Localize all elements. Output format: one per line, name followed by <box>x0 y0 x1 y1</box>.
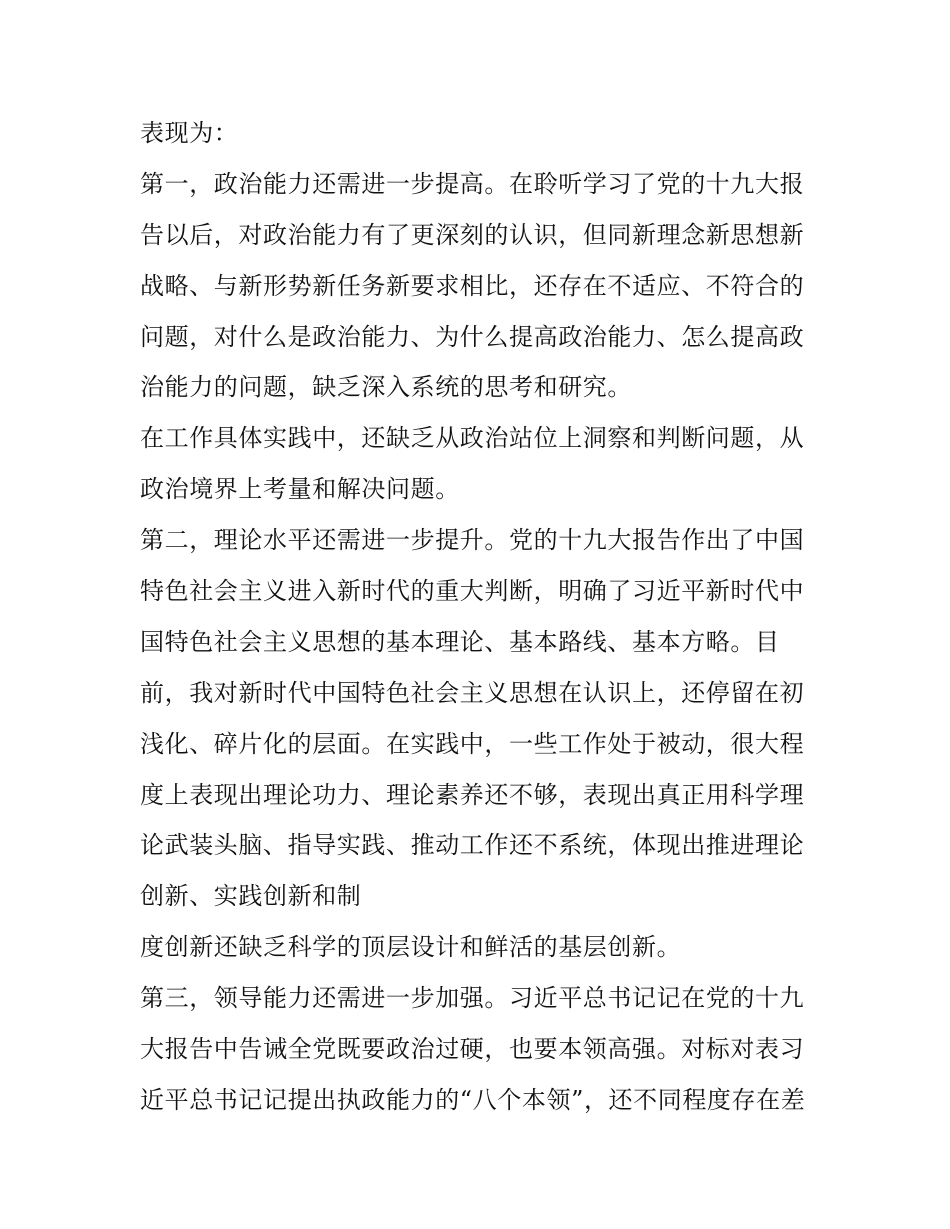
text-line: 治能力的问题，缺乏深入系统的思考和研究。 <box>140 373 632 402</box>
text-line: 前，我对新时代中国特色社会主义思想在认识上，还停留在初 <box>140 678 805 707</box>
text-line: 特色社会主义进入新时代的重大判断，明确了习近平新时代中 <box>140 577 805 606</box>
text-line: 度创新还缺乏科学的顶层设计和鲜活的基层创新。 <box>140 933 682 962</box>
text-line: 第一，政治能力还需进一步提高。在聆听学习了党的十九大报 <box>140 169 805 198</box>
text-line: 第二，理论水平还需进一步提升。党的十九大报告作出了中国 <box>140 526 805 555</box>
text-line: 第三，领导能力还需进一步加强。习近平总书记记在党的十九 <box>140 984 805 1013</box>
document-body <box>140 108 820 1126</box>
text-line: 论武装头脑、指导实践、推动工作还不系统，体现出推进理论 <box>140 831 805 860</box>
text-line: 问题，对什么是政治能力、为什么提高政治能力、怎么提高政 <box>140 322 805 351</box>
text-line: 大报告中告诫全党既要政治过硬，也要本领高强。对标对表习 <box>140 1035 805 1064</box>
text-line: 战略、与新形势新任务新要求相比，还存在不适应、不符合的 <box>140 271 805 300</box>
text-line: 浅化、碎片化的层面。在实践中，一些工作处于被动，很大程 <box>140 729 805 758</box>
text-line: 近平总书记记提出执政能力的“八个本领”，还不同程度存在差 <box>140 1085 806 1114</box>
text-line: 创新、实践创新和制 <box>140 882 362 911</box>
text-line: 告以后，对政治能力有了更深刻的认识，但同新理念新思想新 <box>140 220 805 249</box>
text-line: 度上表现出理论功力、理论素养还不够，表现出真正用科学理 <box>140 780 805 809</box>
text-line: 在工作具体实践中，还缺乏从政治站位上洞察和判断问题，从 <box>140 424 805 453</box>
text-line: 政治境界上考量和解决问题。 <box>140 475 460 504</box>
text-line: 国特色社会主义思想的基本理论、基本路线、基本方略。目 <box>140 627 780 656</box>
text-line: 表现为： <box>140 119 239 147</box>
